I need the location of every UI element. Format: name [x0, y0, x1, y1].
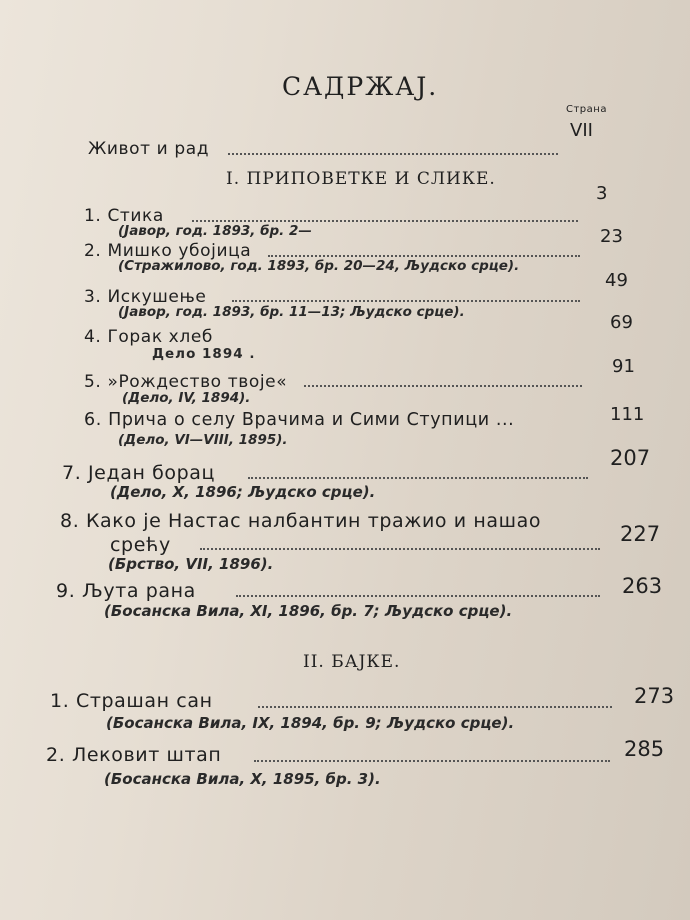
entry-title: 2. Мишко убојица — [84, 241, 252, 261]
entry-title: 8. Како је Настас налбантин тражио и нашао — [60, 510, 542, 532]
entry-source: (Босанска Вила, XI, 1896, бр. 7; Људско срце). — [104, 602, 513, 620]
dot-leader — [268, 255, 580, 257]
page-title: САДРЖАЈ. — [282, 72, 439, 101]
entry-page: 3 — [596, 183, 608, 204]
entry-page: 111 — [610, 404, 645, 425]
entry-title: 3. Искушење — [84, 287, 207, 307]
entry-page: 273 — [634, 684, 675, 708]
entry-page: 285 — [624, 737, 665, 761]
entry-page: VII — [570, 120, 593, 141]
page-column-label: Страна — [566, 104, 607, 115]
entry-page: 263 — [622, 574, 663, 598]
dot-leader — [248, 477, 588, 479]
entry-title: 5. »Рождество твоје« — [84, 372, 288, 392]
entry-source: (Јавор, год. 1893, бр. 11—13; Људско срце). — [118, 304, 465, 320]
entry-page: 91 — [612, 356, 635, 377]
section-heading: I. ПРИПОВЕТКЕ И СЛИКЕ. — [226, 169, 496, 189]
dot-leader — [304, 385, 582, 387]
dot-leader — [254, 760, 610, 762]
dot-leader — [228, 153, 558, 155]
entry-title-continued: срећу — [110, 534, 171, 556]
entry-title: 1. Стика — [84, 206, 164, 226]
entry-source: (Босанска Вила, X, 1895, бр. 3). — [104, 770, 381, 788]
entry-page: 227 — [620, 522, 661, 546]
dot-leader — [232, 300, 580, 302]
entry-title: 7. Један борац — [62, 462, 216, 484]
entry-title: 4. Горак хлеб — [84, 327, 213, 347]
entry-page: 23 — [600, 226, 623, 247]
entry-title: Живот и рад — [88, 139, 210, 159]
entry-title: 2. Лековит штап — [46, 744, 222, 766]
dot-leader — [192, 220, 578, 222]
entry-source: (Јавор, год. 1893, бр. 2— — [118, 223, 312, 239]
entry-page: 49 — [605, 270, 628, 291]
entry-source: Дело 1894 . — [152, 346, 256, 362]
dot-leader — [200, 548, 600, 550]
dot-leader — [258, 706, 612, 708]
entry-source: (Босанска Вила, IX, 1894, бр. 9; Људско срце). — [106, 714, 515, 732]
entry-source: (Дело, IV, 1894). — [122, 390, 251, 406]
entry-title: 1. Страшан сан — [50, 690, 213, 712]
section-heading: II. БАЈКЕ. — [303, 652, 401, 672]
entry-title: 6. Прича о селу Врачима и Сими Ступици ... — [84, 410, 515, 430]
entry-source: (Брство, VII, 1896). — [108, 555, 274, 573]
entry-source: (Дело, X, 1896; Људско срце). — [110, 483, 376, 501]
entry-source: (Стражилово, год. 1893, бр. 20—24, Људско срце). — [118, 258, 520, 274]
dot-leader — [236, 595, 600, 597]
entry-source: (Дело, VI—VIII, 1895). — [118, 432, 288, 448]
entry-title: 9. Љута рана — [56, 580, 196, 602]
entry-page: 207 — [610, 446, 651, 470]
entry-page: 69 — [610, 312, 633, 333]
